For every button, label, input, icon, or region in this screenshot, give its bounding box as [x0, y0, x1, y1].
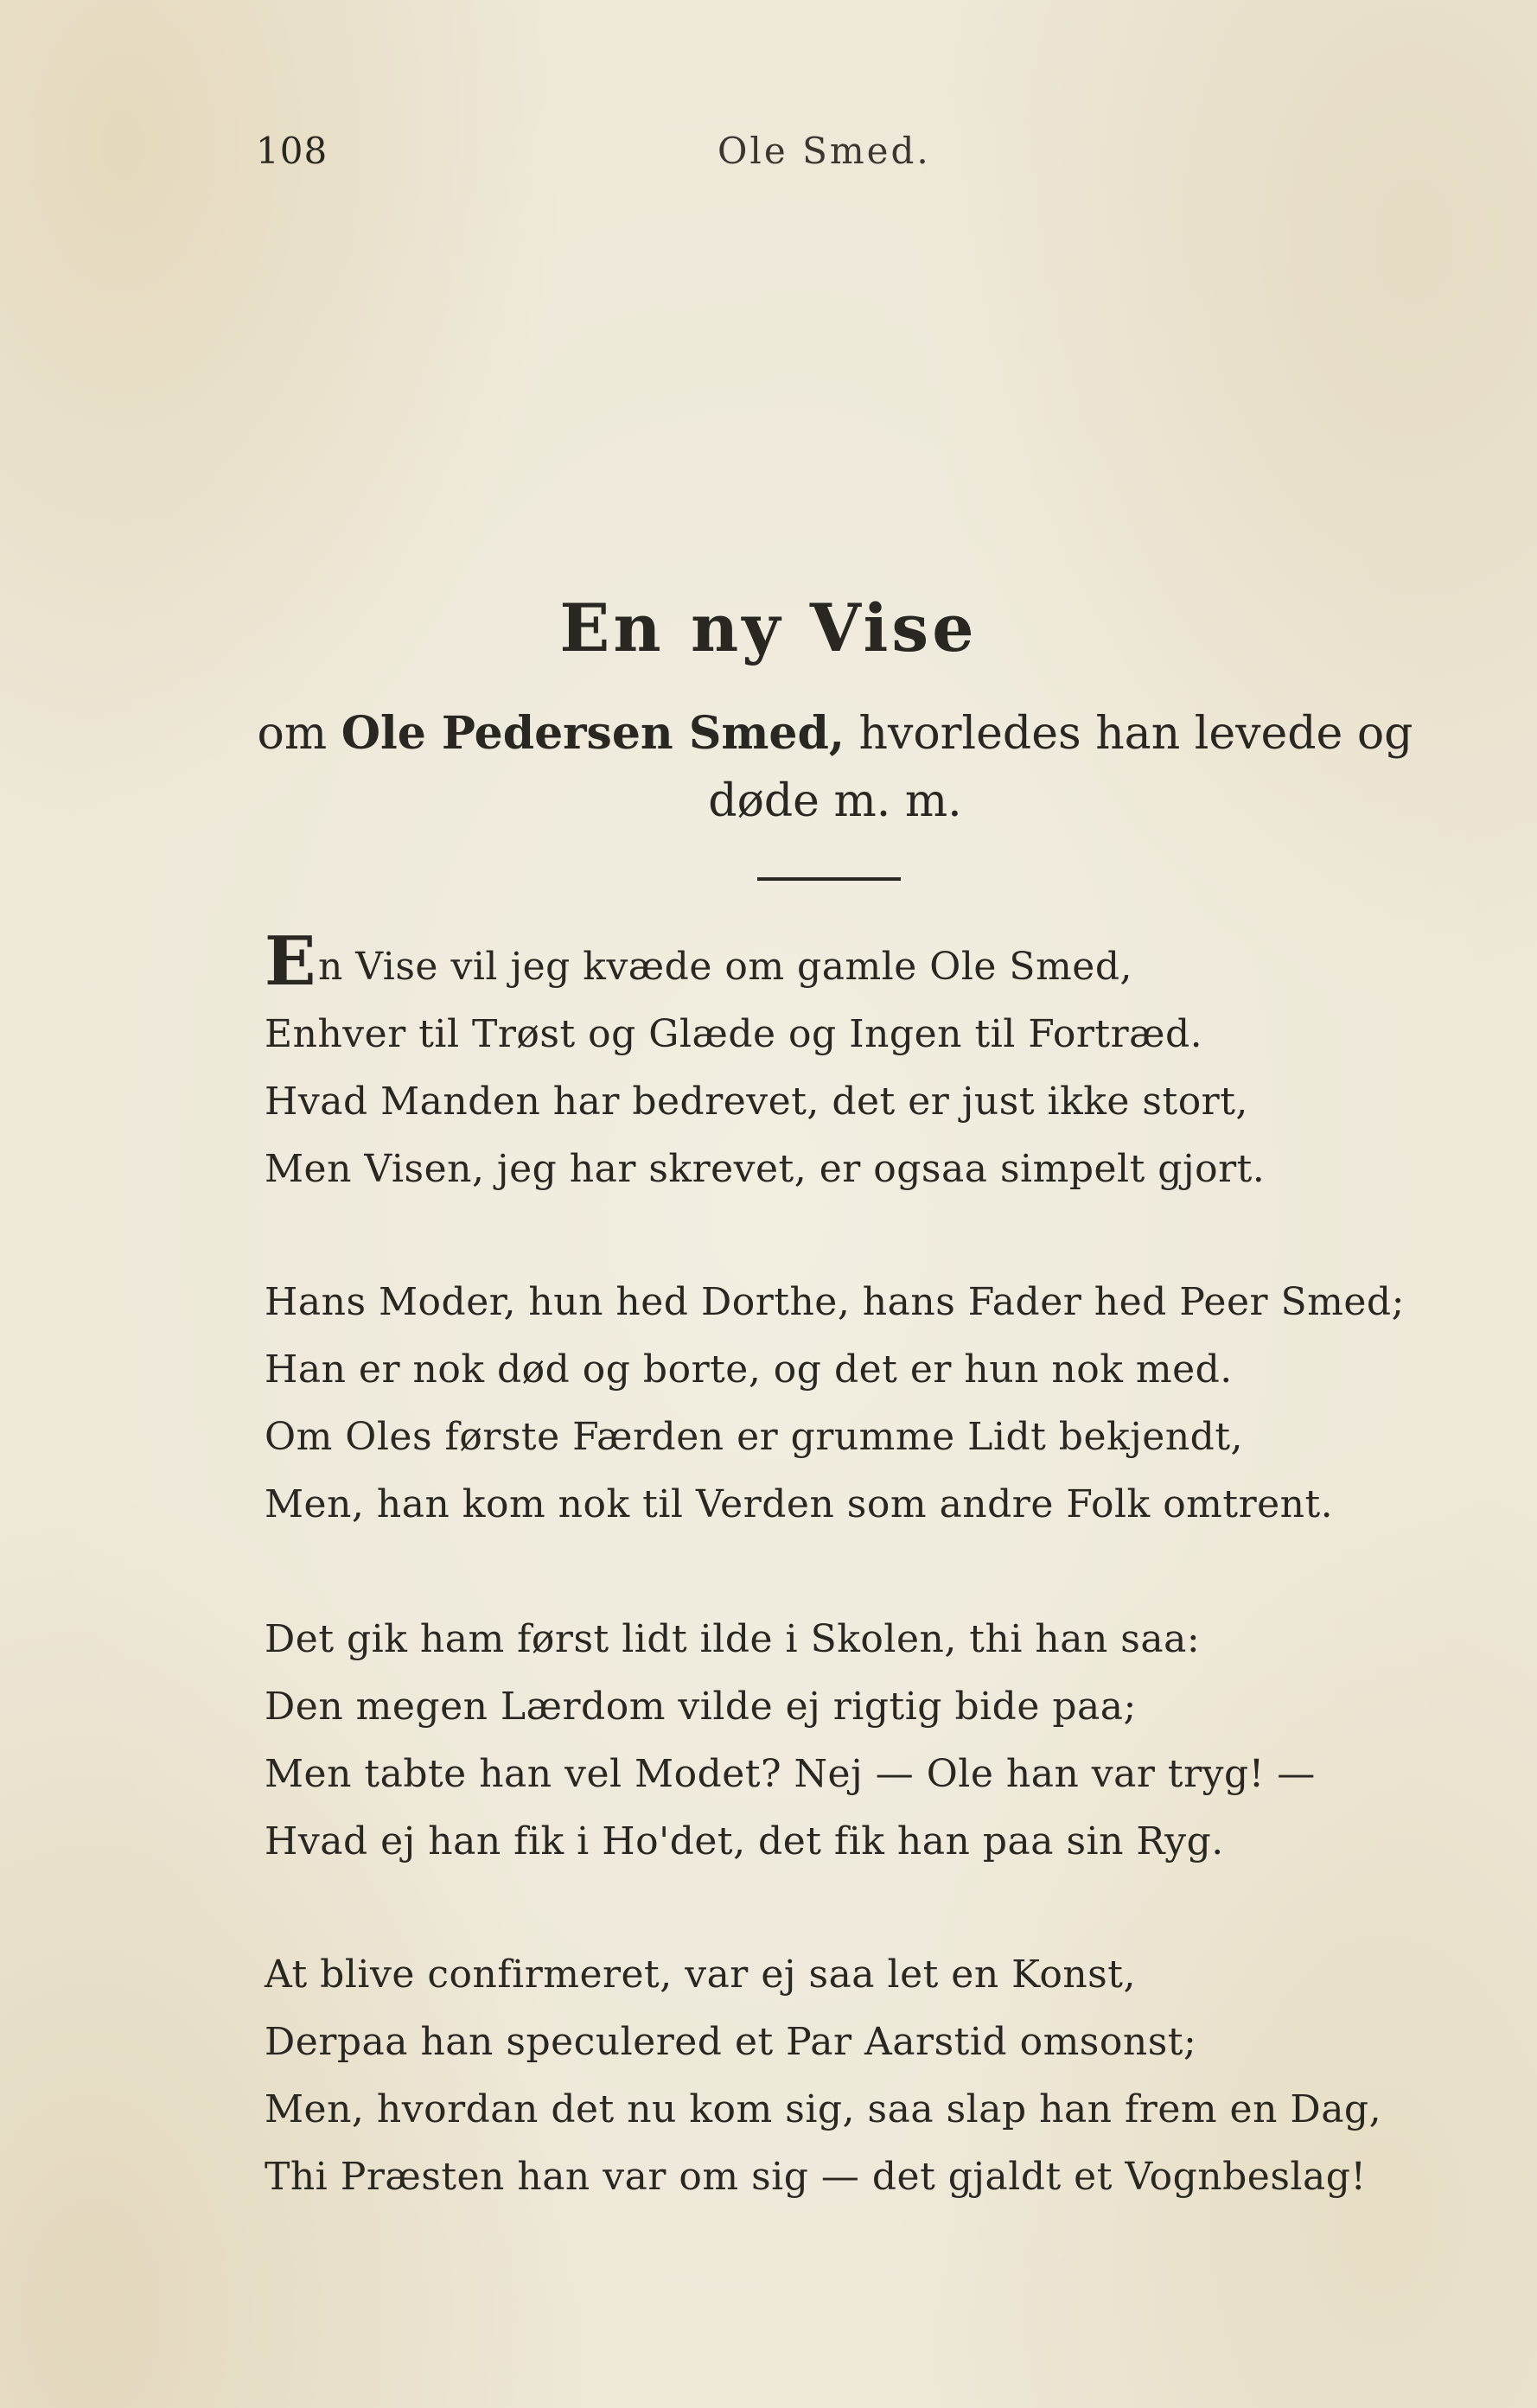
show-through-text	[207, 277, 1331, 526]
drop-cap: E	[265, 922, 316, 1001]
subtitle-rest: hvorledes han levede og døde m. m.	[708, 708, 1413, 827]
stanza-line: Det gik ham først lidt ilde i Skolen, thi han saa:	[265, 1617, 1201, 1661]
stanza-line: Derpaa han speculered et Par Aarstid omsonst;	[265, 2020, 1197, 2064]
page-number: 108	[256, 130, 328, 172]
section-divider	[757, 877, 901, 881]
poem-subtitle	[256, 700, 1414, 835]
stanza-line: Hvad Manden har bedrevet, det er just ikke stort,	[265, 1080, 1248, 1124]
stanza-1	[265, 922, 1423, 1203]
stanza-line: Men Visen, jeg har skrevet, er ogsaa simpelt gjort.	[265, 1147, 1266, 1191]
stanza-line: Han er nok død og borte, og det er hun nok med.	[265, 1347, 1233, 1392]
running-head: Ole Smed.	[717, 130, 931, 172]
stanza-line: Enhver til Trøst og Glæde og Ingen til Fortræd.	[265, 1012, 1203, 1056]
stanza-line: Men, han kom nok til Verden som andre Folk omtrent.	[265, 1482, 1334, 1526]
stanza-line: At blive confirmeret, var ej saa let en Konst,	[265, 1953, 1136, 1997]
stanza-line: Om Oles første Færden er grumme Lidt bekjendt,	[265, 1415, 1244, 1459]
stanza-2	[265, 1269, 1423, 1538]
subtitle-name: Ole Pedersen Smed,	[341, 707, 845, 760]
stanza-line: Hans Moder, hun hed Dorthe, hans Fader hed Peer Smed;	[265, 1280, 1405, 1324]
stanza-line: Hvad ej han fik i Ho'det, det fik han paa sin Ryg.	[265, 1819, 1224, 1863]
subtitle-prefix: om	[257, 708, 328, 760]
stanza-line: Men, hvordan det nu kom sig, saa slap han frem en Dag,	[265, 2087, 1382, 2131]
poem-title: En ny Vise	[559, 589, 978, 666]
stanza-line: Men tabte han vel Modet? Nej — Ole han var tryg! —	[265, 1752, 1316, 1796]
stanza-line: Den megen Lærdom vilde ej rigtig bide paa;	[265, 1685, 1137, 1729]
stanza-line: Thi Præsten han var om sig — det gjaldt et Vognbeslag!	[265, 2155, 1367, 2199]
stanza-line: En Vise vil jeg kvæde om gamle Ole Smed,	[265, 922, 1132, 1001]
stanza-3	[265, 1606, 1423, 1876]
stanza-4	[265, 1941, 1423, 2211]
